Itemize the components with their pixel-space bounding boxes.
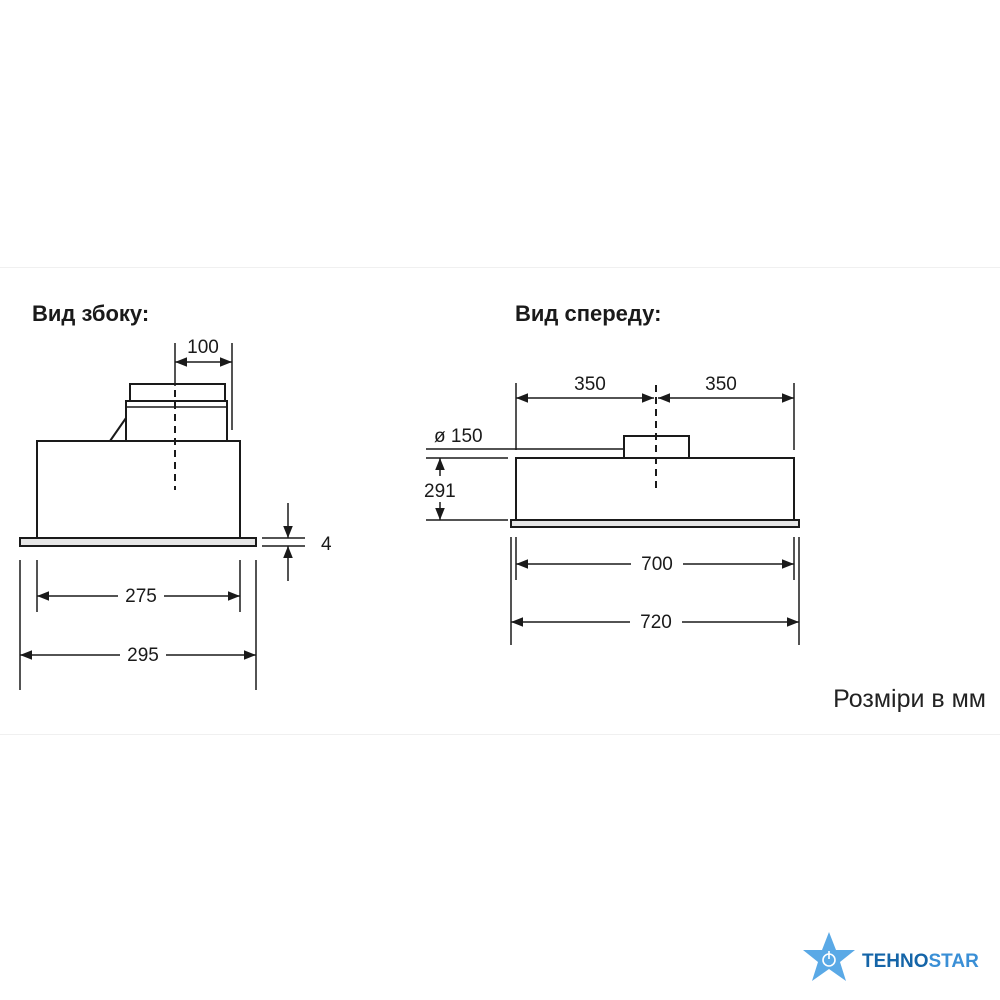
dim-label-outer-width: 720	[640, 612, 672, 633]
logo-text-part2: STAR	[928, 951, 979, 972]
side-plate	[20, 538, 256, 546]
dim-label-height: 291	[424, 481, 456, 502]
front-view-title: Вид спереду:	[515, 301, 662, 326]
dim-label-right-half: 350	[705, 374, 737, 395]
dim-label-inner-depth: 275	[125, 586, 157, 607]
side-transition	[110, 418, 126, 441]
side-view-drawing	[20, 337, 332, 690]
dim-label-diameter: ø 150	[434, 426, 483, 447]
front-body	[516, 458, 794, 520]
front-view-drawing	[424, 374, 799, 645]
side-duct-collar	[130, 384, 225, 401]
dim-label-left-half: 350	[574, 374, 606, 395]
side-view-title: Вид збоку:	[32, 301, 150, 326]
side-body	[37, 441, 240, 538]
star-power-icon	[803, 932, 855, 981]
dim-label-duct-offset: 100	[187, 337, 219, 358]
units-note: Розміри в мм	[833, 685, 986, 713]
dim-label-outer-depth: 295	[127, 645, 159, 666]
dim-label-plate: 4	[321, 534, 332, 555]
tehnostar-logo	[803, 932, 979, 981]
logo-text	[862, 951, 979, 972]
dim-label-inner-width: 700	[641, 554, 673, 575]
front-plate	[511, 520, 799, 527]
logo-text-part1: TEHNO	[862, 951, 929, 972]
